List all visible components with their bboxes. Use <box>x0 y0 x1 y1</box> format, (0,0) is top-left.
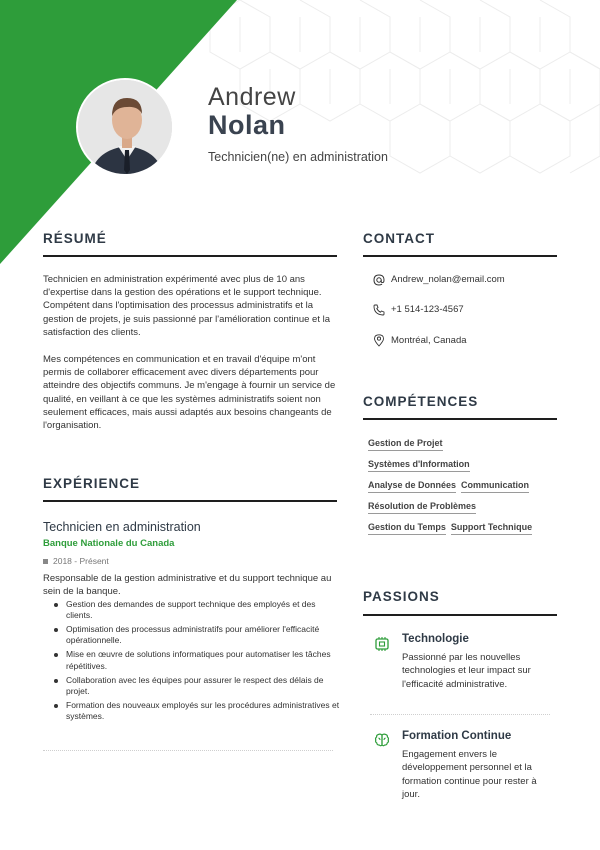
skill-tag: Systèmes d'Information <box>368 459 470 472</box>
passions-divider <box>370 714 550 715</box>
experience-divider <box>43 750 333 751</box>
passion-title: Formation Continue <box>402 730 512 742</box>
passions-rule <box>363 614 557 616</box>
list-item: Mise en œuvre de solutions informatiques pour automatiser les tâches répétitives. <box>52 649 340 672</box>
experience-dates-text: 2018 - Présent <box>53 556 109 566</box>
list-item: Optimisation des processus administratifs pour améliorer l'efficacité opérationnelle. <box>52 624 340 647</box>
skill-tag: Communication <box>461 480 529 493</box>
resume-paragraph-1: Technicien en administration expérimenté avec plus de 10 ans d'expertise dans la gestion des opérations et le support technique. Compétent dans l'optimisation des processus administratifs et la gestion de projets, je suis passionné par l'amélioration continue et la satisfaction des clients. <box>43 274 330 338</box>
experience-company: Banque Nationale du Canada <box>43 538 175 549</box>
skill-tag: Support Technique <box>451 522 532 535</box>
first-name: Andrew <box>208 83 296 111</box>
contact-email-text: Andrew_nolan@email.com <box>391 274 505 285</box>
at-icon <box>372 273 385 286</box>
profile-photo <box>76 78 174 176</box>
contact-heading: CONTACT <box>363 231 435 246</box>
date-marker-icon <box>43 559 48 564</box>
contact-phone-text: +1 514-123-4567 <box>391 304 464 315</box>
contact-location-text: Montréal, Canada <box>391 335 467 346</box>
skill-tag: Gestion de Projet <box>368 438 443 451</box>
skills-list <box>368 438 568 543</box>
skill-tag: Résolution de Problèmes <box>368 501 476 514</box>
location-pin-icon <box>372 334 385 347</box>
passion-title: Technologie <box>402 633 469 645</box>
experience-rule <box>43 500 337 502</box>
passions-heading: PASSIONS <box>363 589 440 604</box>
phone-icon <box>372 303 385 316</box>
experience-heading: EXPÉRIENCE <box>43 476 141 491</box>
passion-description: Passionné par les nouvelles technologies et leur impact sur l'efficacité administrative. <box>402 652 531 690</box>
skill-tag: Gestion du Temps <box>368 522 446 535</box>
circuit-board-icon <box>374 636 390 652</box>
contact-phone[interactable] <box>372 303 464 316</box>
contact-rule <box>363 255 557 257</box>
experience-dates <box>43 556 109 566</box>
experience-description: Responsable de la gestion administrative et du support technique au sein de la banque. <box>43 573 332 597</box>
skills-rule <box>363 418 557 420</box>
contact-email[interactable] <box>372 273 505 286</box>
last-name: Nolan <box>208 110 286 140</box>
contact-location <box>372 334 467 347</box>
passion-description: Engagement envers le développement personnel et la formation continue pour rester à jour. <box>402 749 537 800</box>
skills-heading: COMPÉTENCES <box>363 394 479 409</box>
list-item: Gestion des demandes de support technique des employés et des clients. <box>52 599 340 622</box>
experience-bullet-list <box>52 599 340 725</box>
list-item: Formation des nouveaux employés sur les procédures administratives et systèmes. <box>52 700 340 723</box>
resume-heading: RÉSUMÉ <box>43 231 107 246</box>
job-title: Technicien(ne) en administration <box>208 150 388 164</box>
resume-paragraph-2: Mes compétences en communication et en travail d'équipe m'ont permis de collaborer efficacement avec divers départements pour atteindre des objectifs communs. Je m'engage à fournir un service de qualité, en veillant à ce que les systèmes administratifs soient non seulement efficaces, mais aussi adaptés aux besoins changeants de l'organisation. <box>43 354 336 432</box>
list-item: Collaboration avec les équipes pour assurer le respect des délais de projet. <box>52 675 340 698</box>
brain-icon <box>374 732 390 748</box>
skill-tag: Analyse de Données <box>368 480 456 493</box>
experience-job-title: Technicien en administration <box>43 520 201 534</box>
resume-rule <box>43 255 337 257</box>
